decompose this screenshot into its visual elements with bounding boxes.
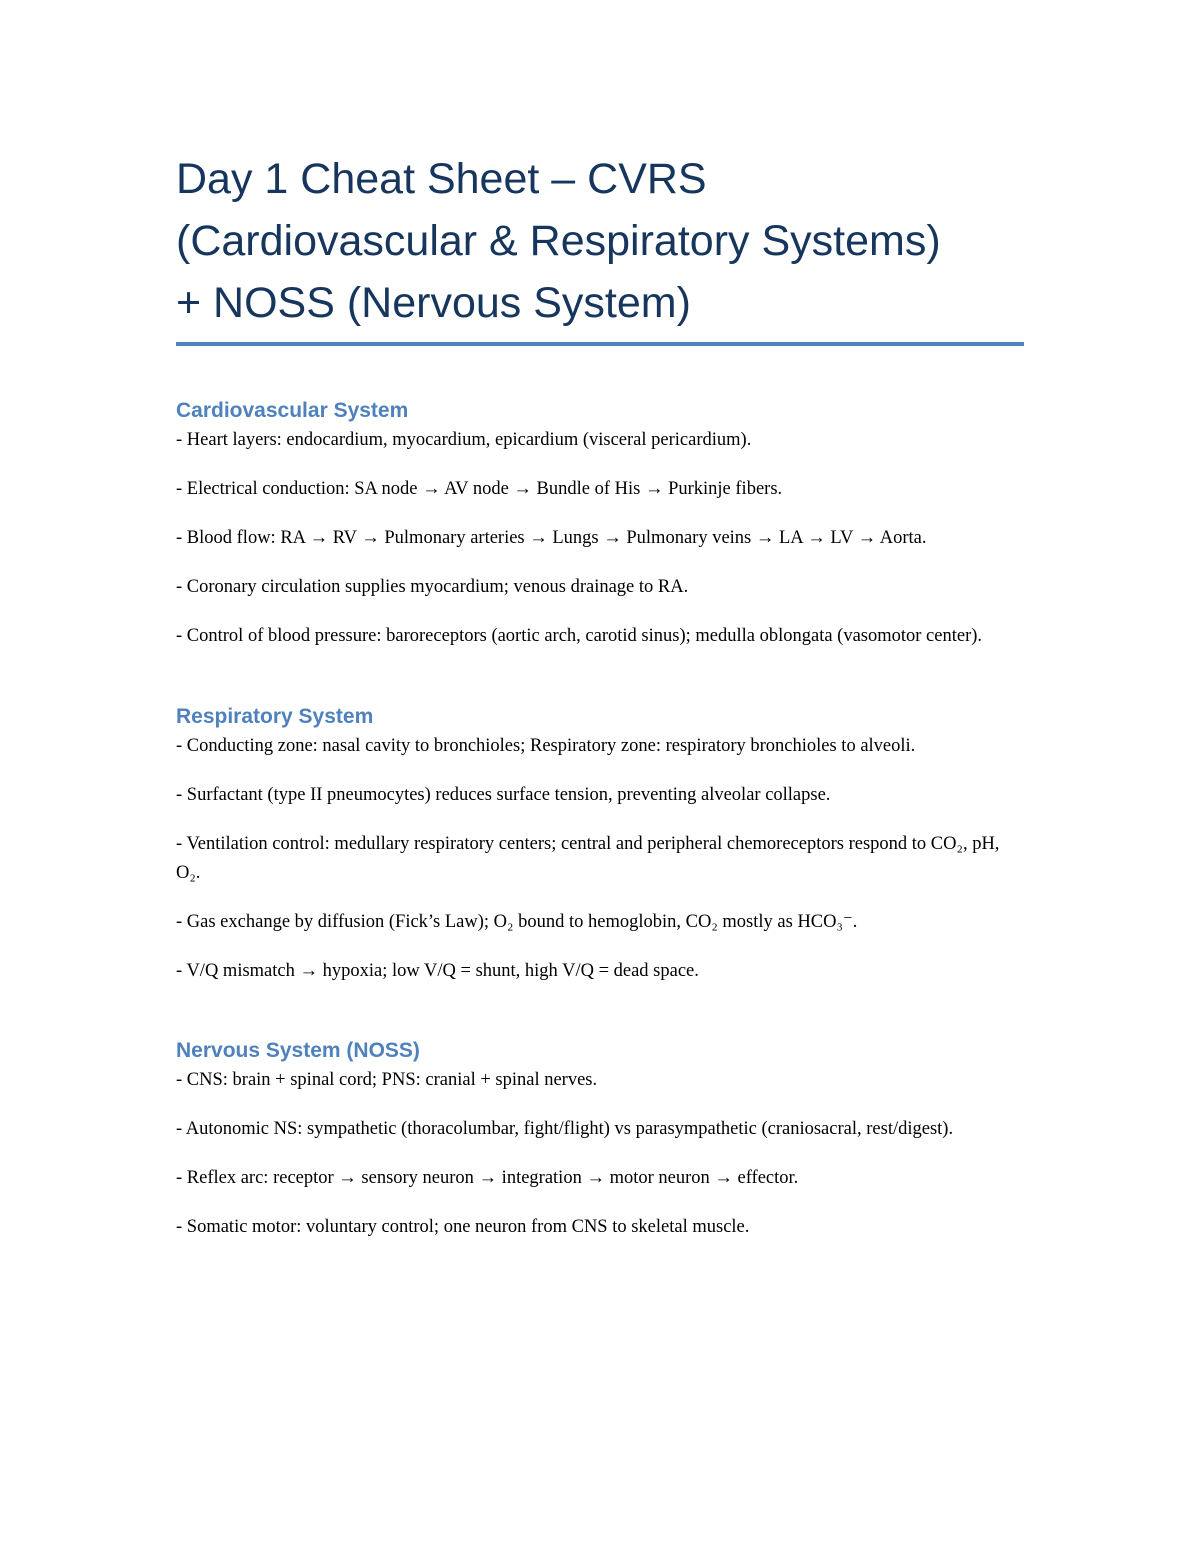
- title-line-3: + NOSS (Nervous System): [176, 279, 691, 327]
- bullet-item: - Reflex arc: receptor → sensory neuron → integration → motor neuron → effector.: [176, 1168, 799, 1188]
- bullet-item: - Gas exchange by diffusion (Fick’s Law); O₂ bound to hemoglobin, CO₂ mostly as HCO₃⁻.: [176, 912, 858, 932]
- section-heading-respiratory: Respiratory System: [176, 705, 374, 728]
- bullet-item: - Conducting zone: nasal cavity to bronchioles; Respiratory zone: respiratory bronchioles to alveoli.: [176, 736, 916, 756]
- title-underline-rule: [176, 342, 1024, 346]
- title-line-1: Day 1 Cheat Sheet – CVRS: [176, 155, 707, 203]
- bullet-item: - Coronary circulation supplies myocardium; venous drainage to RA.: [176, 577, 689, 597]
- section-heading-nervous: Nervous System (NOSS): [176, 1039, 420, 1062]
- section-nervous: [176, 1036, 1024, 1242]
- bullet-item: - V/Q mismatch → hypoxia; low V/Q = shunt, high V/Q = dead space.: [176, 961, 699, 981]
- bullet-item: - Blood flow: RA → RV → Pulmonary arteries → Lungs → Pulmonary veins → LA → LV → Aorta.: [176, 528, 927, 548]
- section-cardiovascular: [176, 396, 1024, 651]
- section-heading-cardiovascular: Cardiovascular System: [176, 399, 409, 422]
- bullet-item: - Control of blood pressure: baroreceptors (aortic arch, carotid sinus); medulla oblongata (vasomotor center).: [176, 626, 983, 646]
- bullet-item: - Electrical conduction: SA node → AV node → Bundle of His → Purkinje fibers.: [176, 479, 783, 499]
- bullet-item: - Ventilation control: medullary respiratory centers; central and peripheral chemoreceptors respond to CO₂, pH, O₂.: [176, 834, 1000, 883]
- title-line-2: (Cardiovascular & Respiratory Systems): [176, 217, 941, 265]
- bullet-item: - Surfactant (type II pneumocytes) reduces surface tension, preventing alveolar collapse.: [176, 785, 831, 805]
- bullet-item: - Autonomic NS: sympathetic (thoracolumbar, fight/flight) vs parasympathetic (craniosacral, rest/digest).: [176, 1119, 954, 1139]
- document-page: [176, 148, 1024, 1242]
- bullet-item: - CNS: brain + spinal cord; PNS: cranial + spinal nerves.: [176, 1070, 598, 1090]
- bullet-item: - Somatic motor: voluntary control; one neuron from CNS to skeletal muscle.: [176, 1217, 750, 1237]
- document-title: [176, 148, 1024, 334]
- bullet-item: - Heart layers: endocardium, myocardium, epicardium (visceral pericardium).: [176, 430, 752, 450]
- section-respiratory: [176, 702, 1024, 986]
